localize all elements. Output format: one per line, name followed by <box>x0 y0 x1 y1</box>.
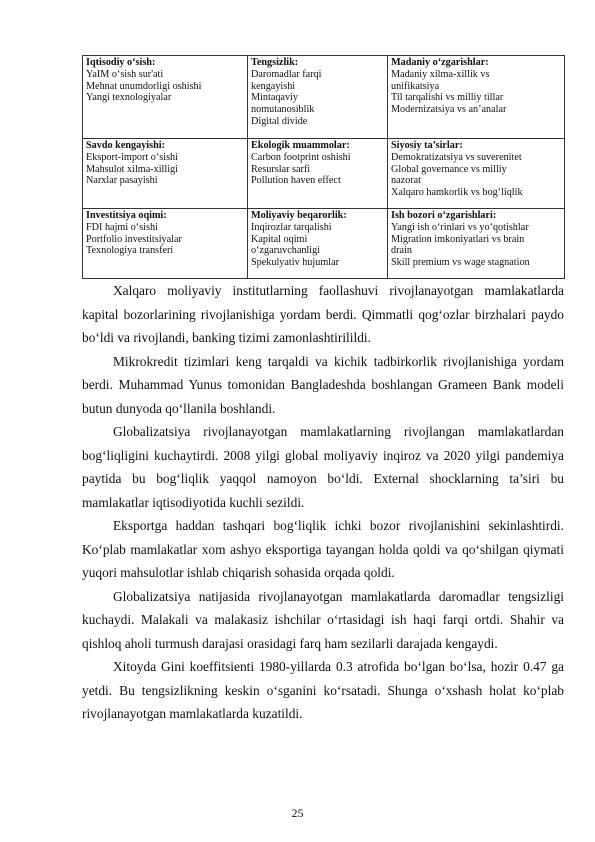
cell-line: FDI hajmi o‘sishi <box>86 221 158 233</box>
body-text <box>82 279 564 726</box>
cell-line: Modernizatsiya vs an’analar <box>391 104 507 116</box>
cell-title: Tengsizlik: <box>251 57 299 68</box>
cell-line: Madaniy xilma-xillik vs <box>391 68 490 80</box>
cell-title: Madaniy o‘zgarishlar: <box>391 57 489 68</box>
cell-line: Spekulyativ hujumlar <box>251 257 339 269</box>
cell-line: Pollution haven effect <box>251 175 341 187</box>
cell-line: Mahsulot xilma-xilligi <box>86 163 178 175</box>
cell-line: Texnologiya transferi <box>86 245 174 257</box>
cell-title: Savdo kengayishi: <box>86 140 165 151</box>
table-cell <box>83 56 248 139</box>
cell-line: Demokratizatsiya vs suverenitet <box>391 151 522 163</box>
table-cell <box>248 209 388 279</box>
cell-line: Carbon footprint oshishi <box>251 151 351 163</box>
table-cell <box>388 139 565 209</box>
cell-title: Moliyaviy beqarorlik: <box>251 210 347 221</box>
cell-line: nazorat <box>391 175 421 187</box>
paragraph-5: Globalizatsiya natijasida rivojlanayotgan mamlakatlarda daromadlar tengsizligi kuchaydi. Malakali va malakasiz ishchilar o‘rtasidagi ish haqi farqi ortdi. Shahir va qishloq aholi turmush darajasi orasidagi farq ham sezilarli darajada kengaydi. <box>82 588 564 651</box>
cell-line: Xalqaro hamkorlik vs bog‘liqlik <box>391 187 523 199</box>
cell-title: Ish bozori o‘zgarishlari: <box>391 210 497 221</box>
cell-line: nomutanosiblik <box>251 104 315 116</box>
cell-line: drain <box>391 245 412 257</box>
table-cell <box>83 139 248 209</box>
summary-table <box>82 55 565 279</box>
cell-title: Iqtisodiy o‘sish: <box>86 57 156 68</box>
cell-line: Mintaqaviy <box>251 92 298 104</box>
paragraph-6: Xitoyda Gini koeffitsienti 1980-yillarda 0.3 atrofida bo‘lgan bo‘lsa, hozir 0.47 ga yetdi. Bu tengsizlikning keskin o‘sganini ko‘rsatadi. Shunga o‘xshash holat ko‘plab rivojlanayotgan mamlakatlarda kuzatildi. <box>82 659 564 721</box>
table-row <box>83 139 565 209</box>
cell-line: Digital divide <box>251 115 308 127</box>
paragraph-3: Globalizatsiya rivojlanayotgan mamlakatlarning rivojlangan mamlakatlardan bog‘liqligini kuchaytirdi. 2008 yilgi global moliyaviy inqiroz va 2020 yilgi pandemiya paytida bu bog‘liqlik yaqqol namoyon bo‘ldi. External shocklarning ta’siri bu mamlakatlar iqtisodiyotida kuchli sezildi. <box>82 424 564 510</box>
cell-line: Global governance vs milliy <box>391 163 507 175</box>
table-row <box>83 209 565 279</box>
cell-line: Narxlar pasayishi <box>86 175 158 187</box>
cell-line: kengayishi <box>251 80 296 92</box>
cell-line: Daromadlar farqi <box>251 68 322 80</box>
cell-line: Portfolio investitsiyalar <box>86 233 182 245</box>
cell-line: Skill premium vs wage stagnation <box>391 257 530 269</box>
cell-title: Investitsiya oqimi: <box>86 210 167 221</box>
cell-line: o‘zgaruvchanligi <box>251 245 321 257</box>
cell-line: Inqirozlar tarqalishi <box>251 221 332 233</box>
cell-title: Ekologik muammolar: <box>251 140 350 151</box>
page-number: 25 <box>291 806 304 820</box>
table-cell <box>388 209 565 279</box>
table-row <box>83 56 565 139</box>
cell-title: Siyosiy ta’sirlar: <box>391 140 463 151</box>
cell-line: YaIM o‘sish sur'ati <box>86 68 164 80</box>
paragraph-1: Xalqaro moliyaviy institutlarning faollashuvi rivojlanayotgan mamlakatlarda kapital bozorlarining rivojlanishiga yordam berdi. Qimmatli qog‘ozlar birzhalari paydo bo‘ldi va rivojlandi, banking tizimi zamonlashtirilildi. <box>82 283 564 345</box>
paragraph-2: Mikrokredit tizimlari keng tarqaldi va kichik tadbirkorlik rivojlanishiga yordam berdi. Muhammad Yunus tomonidan Bangladeshda boshlangan Grameen Bank modeli butun dunyoda qo‘llanila boshlandi. <box>82 353 564 416</box>
cell-line: Eksport-import o‘sishi <box>86 151 178 163</box>
cell-line: unifikatsiya <box>391 80 440 92</box>
cell-line: Yangi ish o‘rinlari vs yo‘qotishlar <box>391 221 529 233</box>
table-cell <box>248 56 388 139</box>
paragraph-4: Eksportga haddan tashqari bog‘liqlik ichki bozor rivojlanishini sekinlashtirdi. Ko‘plab mamlakatlar xom ashyo eksportiga tayangan holda qoldi va qo‘shilgan qiymati yuqori mahsulotlar ishlab chiqarish sohasida orqada qoldi. <box>82 518 564 580</box>
table-cell <box>388 56 565 139</box>
table-cell <box>83 209 248 279</box>
cell-line: Til tarqalishi vs milliy tillar <box>391 92 504 104</box>
cell-line: Yangi texnologiyalar <box>86 92 172 104</box>
cell-line: Kapital oqimi <box>251 233 308 245</box>
cell-line: Mehnat unumdorligi oshishi <box>86 80 202 92</box>
table-cell <box>248 139 388 209</box>
cell-line: Migration imkoniyatlari vs brain <box>391 233 525 245</box>
cell-line: Resurslar sarfi <box>251 163 311 175</box>
